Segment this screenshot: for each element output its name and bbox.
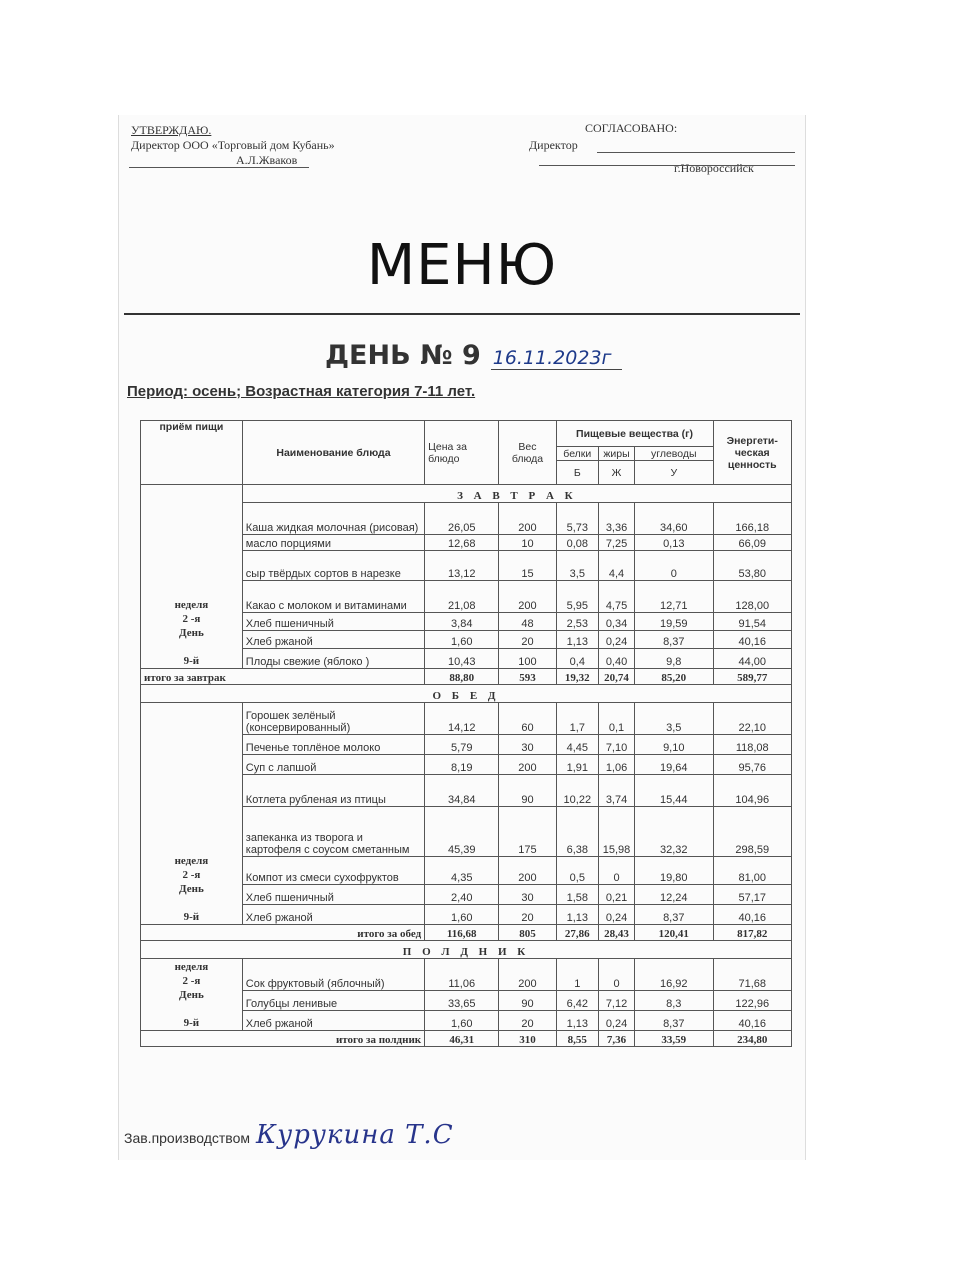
approval-title: УТВЕРЖДАЮ. xyxy=(131,123,212,137)
cell-price: 14,12 xyxy=(425,703,499,735)
dish-name: Голубцы ленивые xyxy=(242,991,424,1011)
cell-zh: 0,34 xyxy=(599,613,635,631)
cell-b: 1,91 xyxy=(556,755,598,775)
cell-b: 1,13 xyxy=(556,905,598,925)
cell-price: 34,84 xyxy=(425,775,499,807)
cell-b: 1,13 xyxy=(556,631,598,649)
meal-label-line: 2 -я xyxy=(182,975,201,987)
dish-name: Какао с молоком и витаминами xyxy=(242,581,424,613)
cell-zh: 0,24 xyxy=(599,1011,635,1031)
cell-price: 1,60 xyxy=(425,631,499,649)
header-b: Б xyxy=(556,461,598,485)
cell-b: 1,7 xyxy=(556,703,598,735)
section-title: О Б Е Д xyxy=(141,685,792,703)
total-zh: 28,43 xyxy=(599,925,635,941)
table-row xyxy=(141,703,792,735)
cell-zh: 7,25 xyxy=(599,535,635,551)
day-date: 16.11.2023г xyxy=(491,347,622,370)
cell-weight: 15 xyxy=(499,551,556,581)
cell-price: 26,05 xyxy=(425,503,499,535)
dish-name: масло порциями xyxy=(242,535,424,551)
cell-weight: 20 xyxy=(499,905,556,925)
cell-weight: 90 xyxy=(499,775,556,807)
cell-u: 19,80 xyxy=(635,857,713,885)
total-row xyxy=(141,669,792,685)
cell-u: 12,71 xyxy=(635,581,713,613)
cell-zh: 0 xyxy=(599,959,635,991)
cell-zh: 0,24 xyxy=(599,905,635,925)
cell-zh: 0,40 xyxy=(599,649,635,669)
header-name: Наименование блюда xyxy=(242,421,424,485)
header-nutrients: Пищевые вещества (г) xyxy=(556,421,713,447)
cell-b: 1,58 xyxy=(556,885,598,905)
section-row-breakfast xyxy=(141,485,792,503)
footer xyxy=(124,1120,454,1150)
cell-energy: 71,68 xyxy=(713,959,792,991)
cell-weight: 20 xyxy=(499,631,556,649)
total-u: 120,41 xyxy=(635,925,713,941)
section-row-snack xyxy=(141,941,792,959)
cell-weight: 90 xyxy=(499,991,556,1011)
header-weight: Вес блюда xyxy=(499,421,556,485)
cell-price: 8,19 xyxy=(425,755,499,775)
header-price: Цена за блюдо xyxy=(425,421,499,485)
cell-zh: 3,74 xyxy=(599,775,635,807)
total-b: 8,55 xyxy=(556,1031,598,1047)
cell-zh: 0,1 xyxy=(599,703,635,735)
total-row xyxy=(141,925,792,941)
total-zh: 7,36 xyxy=(599,1031,635,1047)
meal-label-line: День xyxy=(179,989,204,1001)
cell-energy: 57,17 xyxy=(713,885,792,905)
cell-energy: 66,09 xyxy=(713,535,792,551)
meal-label-line: 9-й xyxy=(183,655,200,667)
cell-energy: 95,76 xyxy=(713,755,792,775)
cell-b: 6,38 xyxy=(556,807,598,857)
cell-energy: 44,00 xyxy=(713,649,792,669)
cell-zh: 0,21 xyxy=(599,885,635,905)
cell-zh: 7,10 xyxy=(599,735,635,755)
meal-label-line: 9-й xyxy=(183,911,200,923)
cell-energy: 40,16 xyxy=(713,631,792,649)
agreement-block xyxy=(529,121,754,176)
cell-b: 10,22 xyxy=(556,775,598,807)
cell-u: 15,44 xyxy=(635,775,713,807)
cell-price: 5,79 xyxy=(425,735,499,755)
cell-b: 1 xyxy=(556,959,598,991)
cell-zh: 0 xyxy=(599,857,635,885)
cell-energy: 128,00 xyxy=(713,581,792,613)
cell-energy: 40,16 xyxy=(713,905,792,925)
total-price: 116,68 xyxy=(425,925,499,941)
cell-energy: 53,80 xyxy=(713,551,792,581)
cell-b: 3,5 xyxy=(556,551,598,581)
header-meal: приём пищи xyxy=(141,421,243,485)
cell-u: 19,64 xyxy=(635,755,713,775)
cell-b: 2,53 xyxy=(556,613,598,631)
cell-price: 1,60 xyxy=(425,905,499,925)
total-weight: 805 xyxy=(499,925,556,941)
cell-price: 1,60 xyxy=(425,1011,499,1031)
cell-energy: 40,16 xyxy=(713,1011,792,1031)
cell-weight: 30 xyxy=(499,735,556,755)
agreement-city: г.Новороссийск xyxy=(674,161,754,175)
total-energy: 589,77 xyxy=(713,669,792,685)
total-weight: 310 xyxy=(499,1031,556,1047)
period-line: Период: осень; Возрастная категория 7-11 лет. xyxy=(127,383,476,400)
dish-name: Каша жидкая молочная (рисовая) xyxy=(242,503,424,535)
cell-u: 0,13 xyxy=(635,535,713,551)
cell-weight: 20 xyxy=(499,1011,556,1031)
divider xyxy=(539,165,795,166)
meal-cell xyxy=(141,503,243,669)
total-energy: 817,82 xyxy=(713,925,792,941)
cell-energy: 81,00 xyxy=(713,857,792,885)
dish-name: Печенье топлёное молоко xyxy=(242,735,424,755)
cell-weight: 60 xyxy=(499,703,556,735)
section-title: П О Л Д Н И К xyxy=(141,941,792,959)
cell-u: 8,3 xyxy=(635,991,713,1011)
cell-weight: 100 xyxy=(499,649,556,669)
cell-b: 0,5 xyxy=(556,857,598,885)
cell-u: 34,60 xyxy=(635,503,713,535)
total-u: 33,59 xyxy=(635,1031,713,1047)
title-underline xyxy=(124,313,800,315)
total-weight: 593 xyxy=(499,669,556,685)
divider xyxy=(129,167,309,168)
table-row xyxy=(141,959,792,991)
page-title: МЕНЮ xyxy=(366,233,558,298)
agreement-title: СОГЛАСОВАНО: xyxy=(585,121,678,135)
cell-u: 8,37 xyxy=(635,631,713,649)
cell-u: 3,5 xyxy=(635,703,713,735)
total-zh: 20,74 xyxy=(599,669,635,685)
meal-cell xyxy=(141,959,243,1031)
cell-zh: 4,4 xyxy=(599,551,635,581)
cell-weight: 10 xyxy=(499,535,556,551)
cell-b: 0,08 xyxy=(556,535,598,551)
cell-price: 3,84 xyxy=(425,613,499,631)
dish-name: сыр твёрдых сортов в нарезке xyxy=(242,551,424,581)
cell-weight: 48 xyxy=(499,613,556,631)
dish-name: Компот из смеси сухофруктов xyxy=(242,857,424,885)
cell-b: 1,13 xyxy=(556,1011,598,1031)
menu-table xyxy=(140,420,792,1047)
header-zh: Ж xyxy=(599,461,635,485)
dish-name: Горошек зелёный (консервированный) xyxy=(242,703,424,735)
cell-energy: 298,59 xyxy=(713,807,792,857)
cell-weight: 200 xyxy=(499,755,556,775)
cell-u: 9,10 xyxy=(635,735,713,755)
meal-label-line: неделя xyxy=(174,599,209,611)
dish-name: Хлеб пшеничный xyxy=(242,885,424,905)
cell-u: 8,37 xyxy=(635,905,713,925)
cell-price: 12,68 xyxy=(425,535,499,551)
cell-u: 32,32 xyxy=(635,807,713,857)
dish-name: Суп с лапшой xyxy=(242,755,424,775)
cell-energy: 91,54 xyxy=(713,613,792,631)
dish-name: Хлеб ржаной xyxy=(242,905,424,925)
cell-weight: 200 xyxy=(499,857,556,885)
cell-b: 4,45 xyxy=(556,735,598,755)
cell-b: 0,4 xyxy=(556,649,598,669)
cell-price: 13,12 xyxy=(425,551,499,581)
total-b: 27,86 xyxy=(556,925,598,941)
total-label: итого за завтрак xyxy=(141,669,425,685)
cell-weight: 30 xyxy=(499,885,556,905)
table-row xyxy=(141,503,792,535)
agreement-director: Директор xyxy=(529,138,578,152)
cell-zh: 1,06 xyxy=(599,755,635,775)
total-u: 85,20 xyxy=(635,669,713,685)
blank-cell xyxy=(141,485,243,503)
dish-name: Хлеб ржаной xyxy=(242,631,424,649)
approval-director: Директор ООО «Торговый дом Кубань» xyxy=(131,138,335,152)
header-energy: Энергети-ческая ценность xyxy=(713,421,792,485)
meal-label-line: День xyxy=(179,627,204,639)
cell-weight: 200 xyxy=(499,959,556,991)
cell-zh: 3,36 xyxy=(599,503,635,535)
cell-weight: 175 xyxy=(499,807,556,857)
dish-name: Хлеб ржаной xyxy=(242,1011,424,1031)
meal-label-line: День xyxy=(179,883,204,895)
section-title: З А В Т Р А К xyxy=(242,485,791,503)
cell-energy: 22,10 xyxy=(713,703,792,735)
cell-energy: 122,96 xyxy=(713,991,792,1011)
cell-b: 6,42 xyxy=(556,991,598,1011)
meal-label-line: 2 -я xyxy=(182,869,201,881)
cell-price: 11,06 xyxy=(425,959,499,991)
meal-label-line: неделя xyxy=(174,855,209,867)
total-energy: 234,80 xyxy=(713,1031,792,1047)
dish-name: Хлеб пшеничный xyxy=(242,613,424,631)
cell-zh: 0,24 xyxy=(599,631,635,649)
total-price: 46,31 xyxy=(425,1031,499,1047)
approval-block xyxy=(131,123,335,168)
cell-b: 5,73 xyxy=(556,503,598,535)
header-fat: жиры xyxy=(599,447,635,461)
meal-label-line: 9-й xyxy=(183,1017,200,1029)
cell-price: 2,40 xyxy=(425,885,499,905)
cell-price: 21,08 xyxy=(425,581,499,613)
cell-zh: 15,98 xyxy=(599,807,635,857)
approval-name: А.Л.Жваков xyxy=(236,153,298,167)
total-label: итого за обед xyxy=(141,925,425,941)
cell-zh: 7,12 xyxy=(599,991,635,1011)
meal-label-line: 2 -я xyxy=(182,613,201,625)
cell-weight: 200 xyxy=(499,581,556,613)
cell-energy: 104,96 xyxy=(713,775,792,807)
cell-price: 33,65 xyxy=(425,991,499,1011)
dish-name: Сок фруктовый (яблочный) xyxy=(242,959,424,991)
cell-weight: 200 xyxy=(499,503,556,535)
footer-signature: Курукина Т.С xyxy=(256,1120,454,1150)
dish-name: запеканка из творога и картофеля с соусом сметанным xyxy=(242,807,424,857)
cell-price: 45,39 xyxy=(425,807,499,857)
cell-u: 9,8 xyxy=(635,649,713,669)
dish-name: Плоды свежие (яблоко ) xyxy=(242,649,424,669)
total-label: итого за полдник xyxy=(141,1031,425,1047)
cell-u: 19,59 xyxy=(635,613,713,631)
meal-label-line: неделя xyxy=(174,961,209,973)
section-row-lunch xyxy=(141,685,792,703)
header-protein: белки xyxy=(556,447,598,461)
dish-name: Котлета рубленая из птицы xyxy=(242,775,424,807)
meal-cell xyxy=(141,703,243,925)
total-price: 88,80 xyxy=(425,669,499,685)
cell-u: 0 xyxy=(635,551,713,581)
cell-b: 5,95 xyxy=(556,581,598,613)
cell-zh: 4,75 xyxy=(599,581,635,613)
cell-energy: 118,08 xyxy=(713,735,792,755)
header-carbs: углеводы xyxy=(635,447,713,461)
total-row xyxy=(141,1031,792,1047)
day-heading xyxy=(325,340,622,371)
cell-price: 4,35 xyxy=(425,857,499,885)
total-b: 19,32 xyxy=(556,669,598,685)
day-title: ДЕНЬ № 9 xyxy=(325,340,481,371)
signature-line xyxy=(597,152,795,153)
cell-energy: 166,18 xyxy=(713,503,792,535)
cell-u: 12,24 xyxy=(635,885,713,905)
footer-label: Зав.производством xyxy=(124,1130,250,1146)
cell-u: 16,92 xyxy=(635,959,713,991)
cell-price: 10,43 xyxy=(425,649,499,669)
cell-u: 8,37 xyxy=(635,1011,713,1031)
header-u: У xyxy=(635,461,713,485)
